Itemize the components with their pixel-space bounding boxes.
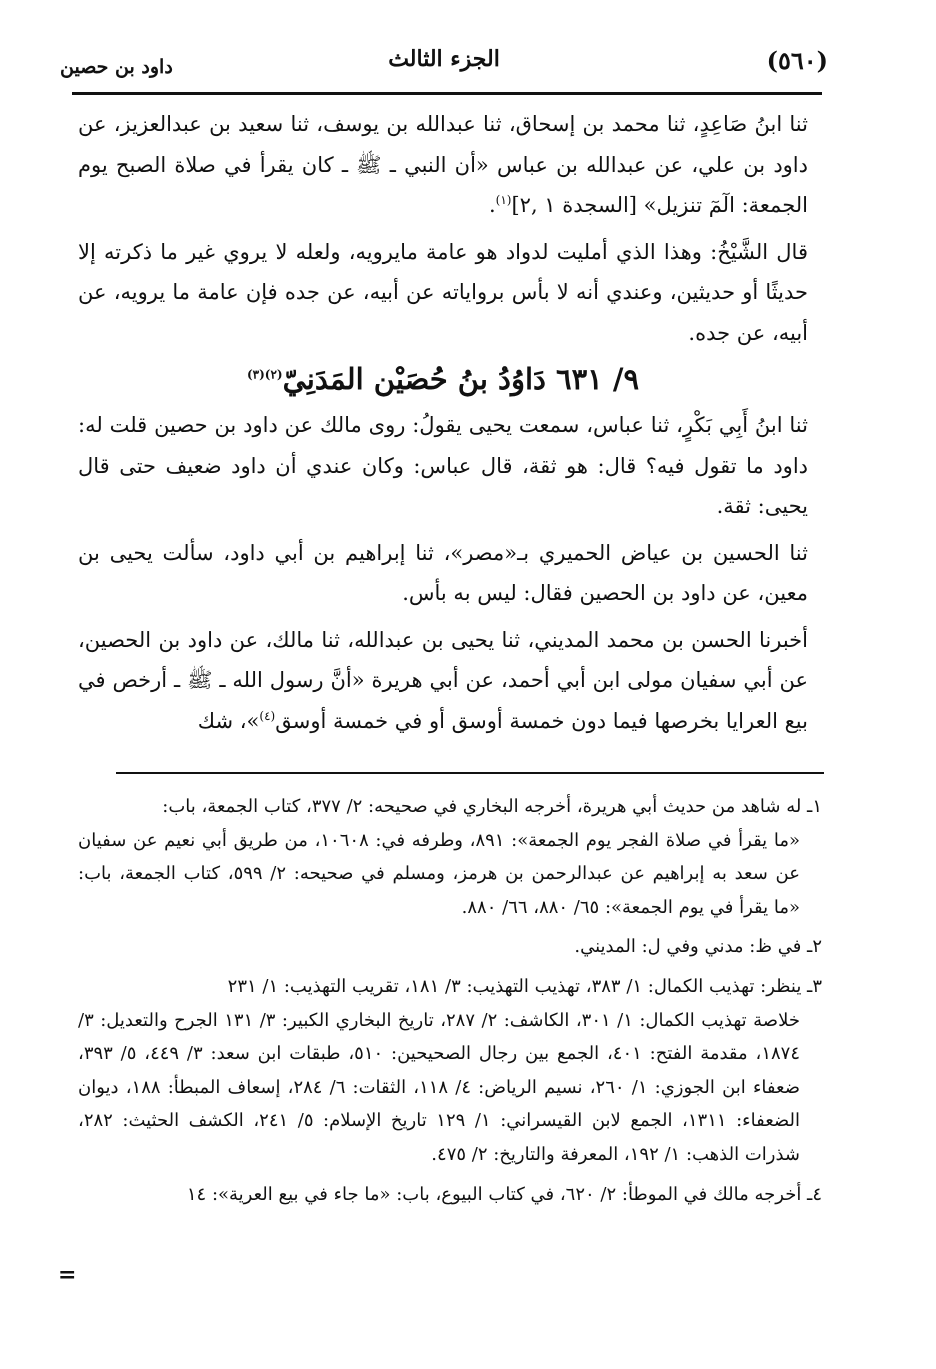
paragraph-2: قال الشَّيْخُ: وهذا الذي أمليت لدواد هو عامة مايرويه، ولعله لا يروي غير ما ذكرته إلا حديثًا أو حديثين، وعندي أنه لا بأس برواياته عن أبيه، عن جده فإن عامة ما يرويه، عن أبيه، عن جده. [78,239,808,345]
footnote-4: ٤ـ أخرجه مالك في الموطأ: ٢/ ٦٢٠، في كتاب البيوع، باب: «ما جاء في بيع العرية»: ١٤ [186,1183,822,1205]
entry-title: ٩/ ٦٣١ دَاوُدُ بنُ حُصَيْن المَدَنِيّ$^{(٢)(٣)}$ [246,362,640,396]
volume-title: الجزء الثالث [388,46,500,72]
paragraph-1: ثنا ابنُ صَاعِدٍ، ثنا محمد بن إسحاق، ثنا عبدالله بن يوسف، ثنا سعيد بن عبدالعزيز، عن داود بن علي، عن عبدالله بن عباس «أن النبي ـ ﷺ ـ كان يقرأ في صلاة الصبح يوم الجمعة: الٓمٓ تنزيل» [السجدة ١ ,٢]$^{(١)}$. [78,112,808,217]
paragraph-5: أخبرنا الحسن بن محمد المديني، ثنا يحيى بن عبدالله، ثنا مالك، عن داود بن الحصين، عن أبي سفيان مولى ابن أبي أحمد، عن أبي هريرة «أنَّ رسول الله ـ ﷺ ـ أرخص في بيع العرايا بخرصها فيما دون خمسة أوسق أو في خمسة أوسق$^{(٤)}$»، شك [78,627,808,733]
header-rule [72,92,822,95]
page-header [60,40,828,84]
footnote-ref-1: (١) [495,193,512,207]
footnote-rule [116,772,824,774]
footnote-2: ٢ـ في ظ: مدني وفي ل: المديني. [574,936,822,958]
continuation-mark: = [58,1262,77,1288]
footnote-1: ١ـ له شاهد من حديث أبي هريرة، أخرجه البخاري في صحيحه: ٢/ ٣٧٧، كتاب الجمعة، باب: «ما يقرأ في صلاة الفجر يوم الجمعة»: ٨٩١، وطرفه في: ١٠٦٠٨، من طريق أبي نعيم عن سفيان عن سعد به إبراهيم عن عبدالرحمن بن هرمز، ومسلم في صحيحه: ٢/ ٥٩٩، كتاب الجمعة، باب: «ما يقرأ في يوم الجمعة»: ٦٥/ ٨٨٠، ٦٦/ ٨٨٠. [78,796,822,918]
paragraph-3: ثنا ابنُ أَبِي بَكْرٍ، ثنا عباس، سمعت يحيى يقولُ: روى مالك عن داود بن حصين قلت له: داود ما تقول فيه؟ قال: هو ثقة، قال عباس: وكان عندي أن داود ضعيف حتى قال يحيى: ثقة. [78,413,808,518]
footnotes [78,790,822,1211]
footnote-ref-4: (٤) [259,708,276,723]
footnote-3: ٣ـ ينظر: تهذيب الكمال: ١/ ٣٨٣، تهذيب التهذيب: ٣/ ١٨١، تقريب التهذيب: ١/ ٢٣١ خلاصة تهذيب الكمال: ١/ ٣٠١، الكاشف: ٢/ ٢٨٧، تاريخ البخاري الكبير: ٣/ ١٣١ الجرح والتعديل: ٣/ ١٨٧٤، مقدمة الفتح: ٤٠١، الجمع بين رجال الصحيحين: ٥١٠، طبقات ابن سعد: ٣/ ٤٤٩، ٥/ ٣٩٣، ضعفاء ابن الجوزي: ١/ ٢٦٠، نسيم الرياض: ٤/ ١١٨، الثقات: ٦/ ٢٨٤، إسعاف المبطأ: ١٨٨، ديوان الضعفاء: ١٣١١، الجمع لابن القيسراني: ١/ ١٢٩ تاريخ الإسلام: ٥/ ٢٤١، الكشف الحثيث: ٢٨٢، شذرات الذهب: ١/ ١٩٢، المعرفة والتاريخ: ٢/ ٤٧٥. [78,975,822,1165]
paragraph-4: ثنا الحسين بن عياض الحميري بـ«مصر»، ثنا إبراهيم بن أبي داود، سألت يحيى بن معين، عن داود بن الحصين فقال: ليس به بأس. [78,540,808,605]
main-text [78,104,808,741]
page-number: (٥٦٠) [766,46,828,75]
footnote-ref-2-3: (٢)(٣) [246,367,283,382]
running-head-subject: داود بن حصين [60,56,173,78]
